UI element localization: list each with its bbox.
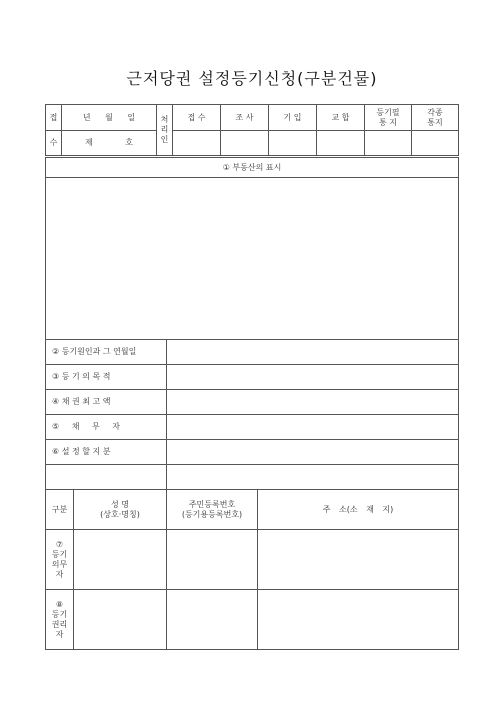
cause-label: ② 등기원인과 그 연월일 (46, 340, 167, 365)
obligor-label: ⑦ 등기 의무 자 (46, 530, 74, 590)
cheoriin-label: 처 리 인 (157, 105, 173, 156)
extra-value-field[interactable] (167, 465, 459, 490)
cell-notify-various[interactable] (412, 131, 459, 156)
reception-number-label: 제 호 (62, 131, 157, 156)
col-notify-various: 각종 통지 (412, 105, 459, 131)
obligor-regno-field[interactable] (167, 530, 258, 590)
holder-regno-field[interactable] (167, 590, 258, 650)
reception-su-label: 수 (46, 131, 62, 156)
cell-notify-complete[interactable] (365, 131, 412, 156)
share-label: ⑥ 설 정 할 지 분 (46, 440, 167, 465)
cell-gyohap[interactable] (317, 131, 365, 156)
col-giip: 기 입 (269, 105, 317, 131)
parties-name-header: 성 명 (상호·명칭) (74, 490, 167, 530)
max-amount-label: ④ 채 권 최 고 액 (46, 390, 167, 415)
reception-jeop-label: 접 (46, 105, 62, 131)
cell-josa[interactable] (221, 131, 269, 156)
parties-category-header: 구분 (46, 490, 74, 530)
property-header: ① 부동산의 표시 (46, 158, 459, 178)
page-title: 근저당권 설정등기신청(구분건물) (126, 69, 378, 88)
holder-label: ⑧ 등기 권리 자 (46, 590, 74, 650)
purpose-field[interactable] (167, 365, 459, 390)
cause-field[interactable] (167, 340, 459, 365)
reception-table (45, 104, 459, 156)
reception-date-label: 년 월 일 (62, 105, 157, 131)
property-field[interactable] (46, 178, 459, 340)
obligor-name-field[interactable] (74, 530, 167, 590)
share-field[interactable] (167, 440, 459, 465)
holder-name-field[interactable] (74, 590, 167, 650)
cell-giip[interactable] (269, 131, 317, 156)
col-gyohap: 교 합 (317, 105, 365, 131)
extra-label-field[interactable] (46, 465, 167, 490)
debtor-field[interactable] (167, 415, 459, 440)
parties-regno-header: 주민등록번호 (등기용등록번호) (167, 490, 258, 530)
application-table (45, 157, 459, 650)
cell-jeopsu[interactable] (173, 131, 221, 156)
col-notify-complete: 등기필 통 지 (365, 105, 412, 131)
max-amount-field[interactable] (167, 390, 459, 415)
col-jeopsu: 접 수 (173, 105, 221, 131)
debtor-label: ⑤ 채 무 자 (46, 415, 167, 440)
holder-address-field[interactable] (258, 590, 459, 650)
purpose-label: ③ 등 기 의 목 적 (46, 365, 167, 390)
col-josa: 조 사 (221, 105, 269, 131)
obligor-address-field[interactable] (258, 530, 459, 590)
parties-address-header: 주 소(소 재 지) (258, 490, 459, 530)
